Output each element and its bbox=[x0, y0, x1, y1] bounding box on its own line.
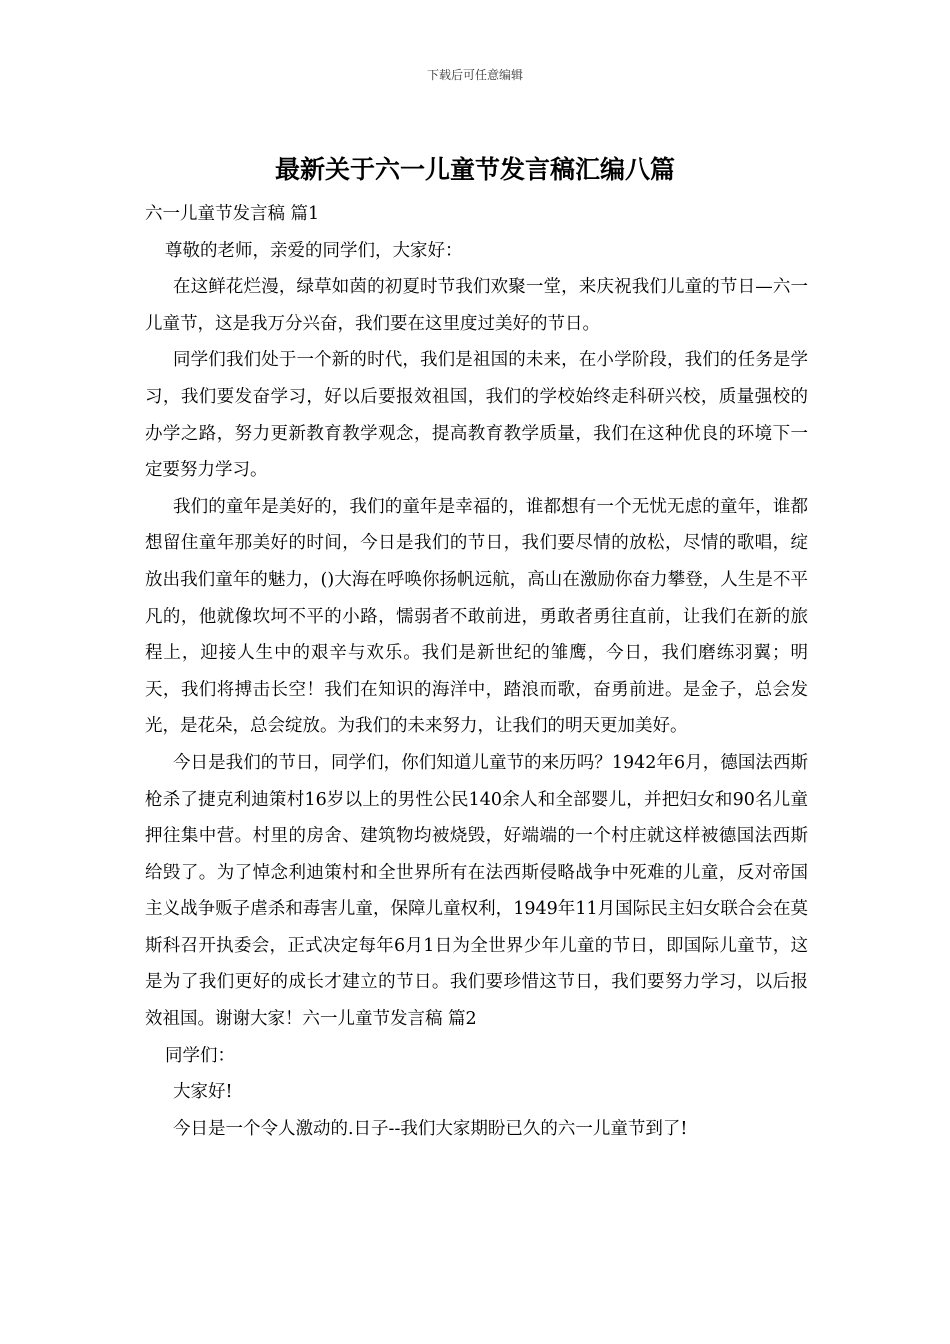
body-paragraph: 在这鲜花烂漫，绿草如茵的初夏时节我们欢聚一堂，来庆祝我们儿童的节日—六一儿童节，这是我万分兴奋，我们要在这里度过美好的节日。 bbox=[145, 277, 808, 334]
document-body bbox=[145, 196, 808, 1147]
body-paragraph: 今日是一个令人激动的.日子--我们大家期盼已久的六一儿童节到了! bbox=[173, 1118, 688, 1139]
greeting-paragraph: 同学们： bbox=[165, 1045, 235, 1066]
body-paragraph: 今日是我们的节日，同学们，你们知道儿童节的来历吗？1942年6月，德国法西斯枪杀了捷克利迪策村16岁以上的男性公民140余人和全部婴儿，并把妇女和90名儿童押往集中营。村里的房舍、建筑物均被烧毁，好端端的一个村庄就这样被德国法西斯给毁了。为了悼念利迪策村和全世界所有在法西斯侵略战争中死难的儿童，反对帝国主义战争贩子虐杀和毒害儿童，保障儿童权利，1949年11月国际民主妇女联合会在莫斯科召开执委会，正式决定每年6月1日为全世界少年儿童的节日，即国际儿童节，这是为了我们更好的成长才建立的节日。我们要珍惜这节日，我们要努力学习，以后报效祖国。谢谢大家！六一儿童节发言稿 篇2 bbox=[145, 752, 808, 1030]
body-paragraph: 同学们我们处于一个新的时代，我们是祖国的未来，在小学阶段，我们的任务是学习，我们要发奋学习，好以后要报效祖国，我们的学校始终走科研兴校，质量强校的办学之路，努力更新教育教学观念，提高教育教学质量，我们在这种优良的环境下一定要努力学习。 bbox=[145, 350, 808, 481]
body-paragraph: 大家好! bbox=[173, 1082, 233, 1103]
body-paragraph: 我们的童年是美好的，我们的童年是幸福的，谁都想有一个无忧无虑的童年，谁都想留住童年那美好的时间，今日是我们的节日，我们要尽情的放松，尽情的歌唱，绽放出我们童年的魅力，()大海在呼唤你扬帆远航，高山在激励你奋力攀登，人生是不平凡的，他就像坎坷不平的小路，懦弱者不敢前进，勇敢者勇往直前，让我们在新的旅程上，迎接人生中的艰辛与欢乐。我们是新世纪的雏鹰，今日，我们磨练羽翼；明天，我们将搏击长空！我们在知识的海洋中，踏浪而歌，奋勇前进。是金子，总会发光，是花朵，总会绽放。为我们的未来努力，让我们的明天更加美好。 bbox=[145, 496, 808, 737]
page-header-note: 下载后可任意编辑 bbox=[426, 68, 523, 82]
greeting-paragraph: 尊敬的老师，亲爱的同学们，大家好： bbox=[165, 240, 463, 261]
document-title: 最新关于六一儿童节发言稿汇编八篇 bbox=[274, 155, 675, 184]
section-heading: 六一儿童节发言稿 篇1 bbox=[145, 204, 320, 224]
